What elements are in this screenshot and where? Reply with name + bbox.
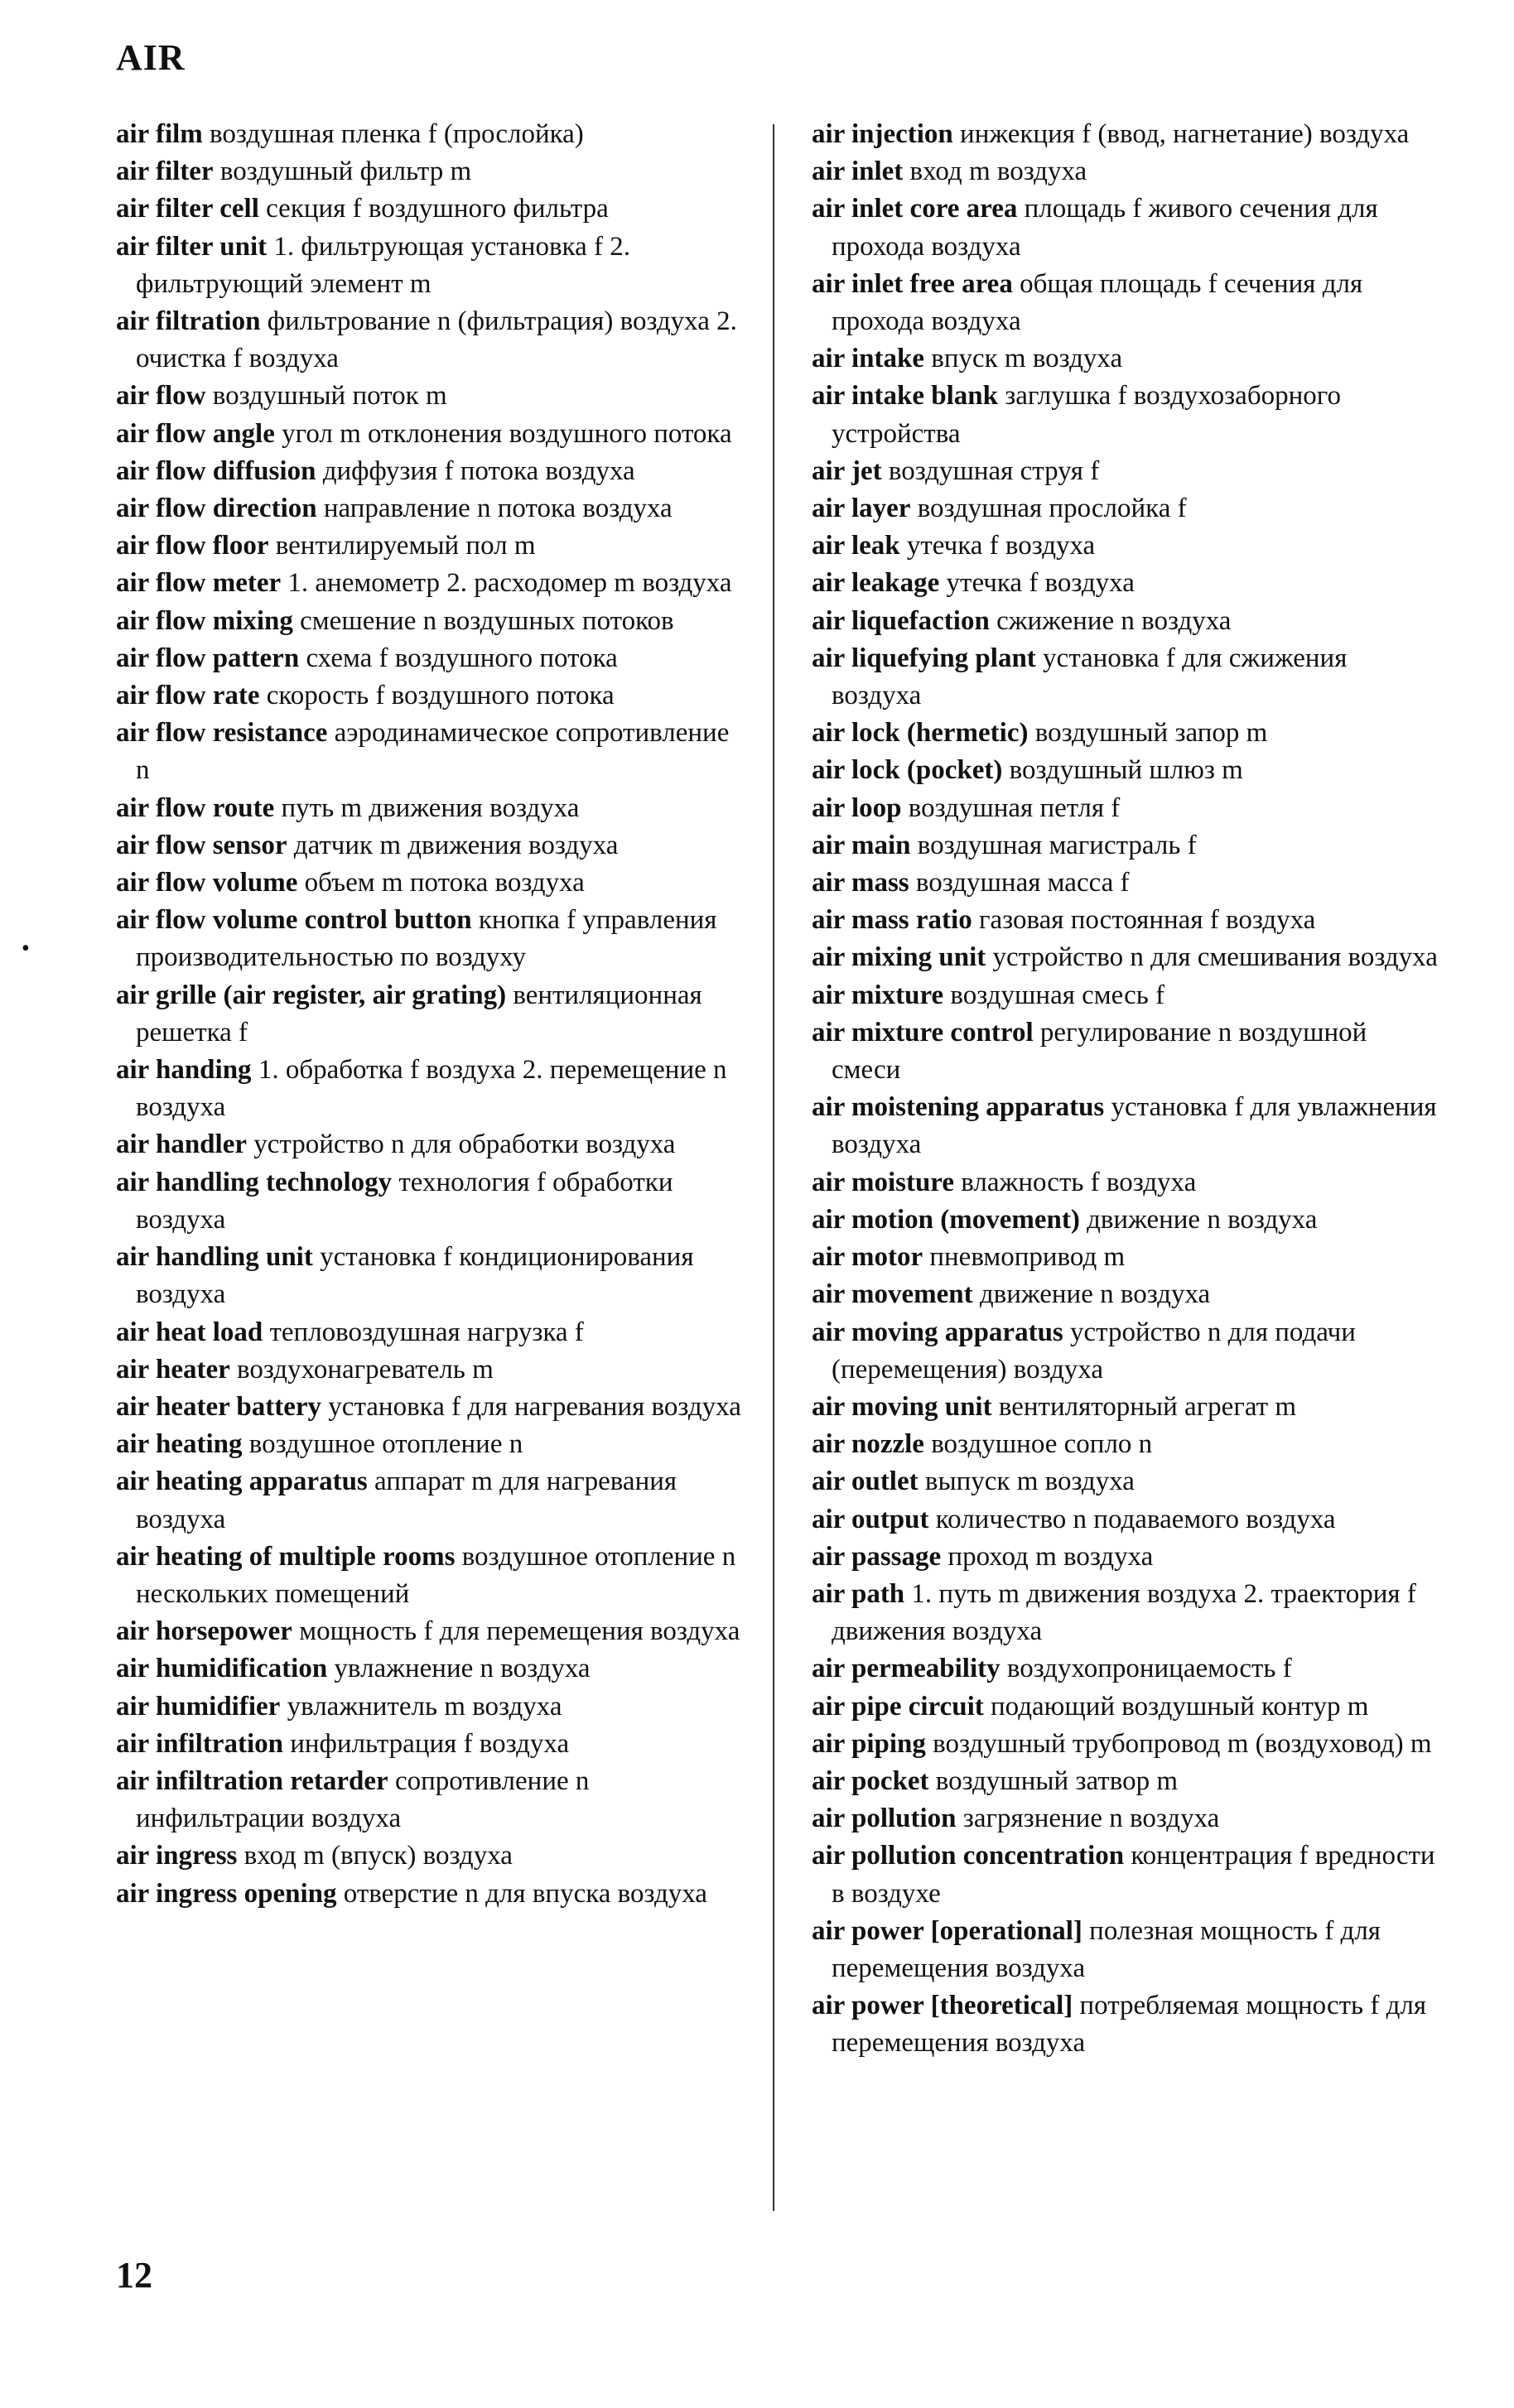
entry-term: air motor xyxy=(812,1242,923,1273)
entry-term: air flow direction xyxy=(116,494,317,524)
dictionary-entry xyxy=(812,864,1441,902)
dictionary-entry xyxy=(812,752,1441,789)
entry-term: air flow meter xyxy=(116,568,282,599)
entry-term: air filter cell xyxy=(116,194,259,224)
entry-term: air ingress xyxy=(116,1841,238,1871)
entry-definition: воздухонагреватель m xyxy=(229,1354,494,1385)
column-divider xyxy=(773,124,774,2211)
entry-definition: подающий воздушный контур m xyxy=(983,1691,1369,1722)
entry-definition: утечка f воздуха xyxy=(899,531,1096,561)
dictionary-entry xyxy=(116,190,745,228)
dictionary-entry xyxy=(812,1314,1441,1389)
entry-definition: воздушная петля f xyxy=(901,792,1121,823)
entry-term: air moving apparatus xyxy=(812,1317,1063,1347)
entry-definition: диффузия f потока воздуха xyxy=(316,455,635,486)
left-column xyxy=(116,116,745,1913)
entry-definition: потребляемая мощность f для перемещения воздуха xyxy=(832,1991,1427,2059)
entry-term: air power [theoretical] xyxy=(812,1991,1073,2021)
entry-term: air liquefying plant xyxy=(812,643,1036,673)
entry-definition: инжекция f (ввод, нагнетание) воздуха xyxy=(952,119,1410,149)
dictionary-entry xyxy=(116,790,745,827)
entry-term: air power [operational] xyxy=(812,1915,1082,1946)
right-column xyxy=(812,116,1441,2063)
dictionary-entry xyxy=(116,977,745,1052)
entry-definition: установка f для увлажнения воздуха xyxy=(832,1092,1437,1160)
dictionary-entry xyxy=(116,490,745,527)
entry-term: air pipe circuit xyxy=(812,1691,984,1722)
entry-definition: вентиляционная решетка f xyxy=(136,980,702,1047)
entry-term: air moistening apparatus xyxy=(812,1092,1105,1123)
entry-definition: утечка f воздуха xyxy=(939,568,1135,599)
entry-term: air jet xyxy=(812,455,882,486)
entry-term: air flow xyxy=(116,381,206,412)
dictionary-entry xyxy=(812,603,1441,640)
entry-definition: концентрация f вредности в воздухе xyxy=(832,1841,1435,1909)
entry-term: air flow diffusion xyxy=(116,455,316,486)
bullet-mark: • xyxy=(22,936,30,961)
dictionary-entry xyxy=(812,565,1441,602)
dictionary-entry xyxy=(116,640,745,677)
entry-definition: воздушное отопление n xyxy=(242,1429,523,1460)
entry-term: air layer xyxy=(812,494,911,524)
entry-definition: пневмопривод m xyxy=(923,1242,1126,1273)
dictionary-entry xyxy=(116,116,745,153)
dictionary-entry xyxy=(812,266,1441,340)
entry-definition: воздушная магистраль f xyxy=(910,830,1197,860)
dictionary-entry xyxy=(812,1276,1441,1313)
dictionary-entry xyxy=(812,715,1441,752)
dictionary-entry xyxy=(812,1726,1441,1763)
dictionary-entry xyxy=(116,677,745,715)
dictionary-entry xyxy=(116,1650,745,1688)
entry-term: air flow mixing xyxy=(116,605,293,636)
dictionary-entry xyxy=(116,1164,745,1239)
entry-term: air heater xyxy=(116,1354,230,1385)
dictionary-entry xyxy=(812,1389,1441,1426)
entry-term: air permeability xyxy=(812,1654,1000,1684)
dictionary-entry xyxy=(116,1426,745,1463)
entry-term: air pollution xyxy=(812,1804,957,1834)
dictionary-entry xyxy=(812,790,1441,827)
dictionary-entry xyxy=(812,827,1441,864)
entry-definition: 1. фильтрующая установка f 2. фильтрующий элемент m xyxy=(136,231,630,299)
entry-definition: проход m воздуха xyxy=(941,1541,1154,1572)
entry-definition: воздушный затвор m xyxy=(928,1765,1178,1796)
entry-term: air outlet xyxy=(812,1466,919,1497)
dictionary-entry xyxy=(812,453,1441,490)
entry-definition: воздушная струя f xyxy=(881,455,1100,486)
dictionary-entry xyxy=(812,1800,1441,1837)
entry-term: air piping xyxy=(812,1728,926,1759)
entry-term: air grille (air register, air grating) xyxy=(116,980,507,1010)
dictionary-entry xyxy=(812,1239,1441,1276)
entry-definition: полезная мощность f для перемещения воздуха xyxy=(832,1915,1381,1983)
dictionary-entry xyxy=(812,1501,1441,1539)
entry-term: air liquefaction xyxy=(812,605,990,636)
entry-definition: объем m потока воздуха xyxy=(297,868,585,898)
entry-definition: смешение n воздушных потоков xyxy=(292,605,674,636)
entry-term: air flow floor xyxy=(116,531,269,561)
entry-term: air heater battery xyxy=(116,1391,322,1422)
entry-definition: установка f для нагревания воздуха xyxy=(321,1391,741,1422)
entry-definition: датчик m движения воздуха xyxy=(287,830,619,860)
dictionary-entry xyxy=(116,1688,745,1726)
dictionary-entry xyxy=(116,527,745,565)
entry-term: air handler xyxy=(116,1129,247,1160)
entry-definition: мощность f для перемещения воздуха xyxy=(292,1616,740,1647)
dictionary-entry xyxy=(116,1539,745,1613)
dictionary-entry xyxy=(116,1126,745,1163)
dictionary-entry xyxy=(116,1314,745,1351)
entry-definition: направление n потока воздуха xyxy=(316,494,673,524)
entry-term: air intake blank xyxy=(812,381,998,412)
dictionary-entry xyxy=(116,864,745,902)
dictionary-entry xyxy=(812,527,1441,565)
entry-term: air flow sensor xyxy=(116,830,287,860)
entry-term: air moving unit xyxy=(812,1391,992,1422)
entry-term: air nozzle xyxy=(812,1429,924,1460)
dictionary-entry xyxy=(812,1987,1441,2062)
entry-definition: вход m воздуха xyxy=(903,157,1087,187)
entry-term: air mixing unit xyxy=(812,942,986,973)
entry-definition: 1. анемометр 2. расходомер m воздуха xyxy=(281,568,732,599)
entry-definition: воздушный трубопровод m (воздуховод) m xyxy=(925,1728,1432,1759)
dictionary-entry xyxy=(116,1052,745,1126)
entry-definition: воздушное отопление n нескольких помещений xyxy=(136,1541,736,1609)
entry-definition: воздушный шлюз m xyxy=(1002,755,1243,786)
entry-term: air mixture xyxy=(812,980,944,1010)
dictionary-entry xyxy=(116,1389,745,1426)
entry-term: air path xyxy=(812,1578,905,1609)
entry-term: air heat load xyxy=(116,1317,263,1347)
dictionary-entry xyxy=(116,1613,745,1650)
entry-term: air infiltration retarder xyxy=(116,1765,388,1796)
entry-term: air moisture xyxy=(812,1167,955,1197)
entry-definition: воздушное сопло n xyxy=(923,1429,1153,1460)
dictionary-entry xyxy=(812,902,1441,939)
entry-definition: угол m отклонения воздушного потока xyxy=(274,418,732,449)
dictionary-entry xyxy=(116,1463,745,1538)
entry-definition: воздушная масса f xyxy=(909,868,1130,898)
dictionary-entry xyxy=(812,1539,1441,1576)
entry-definition: отверстие n для впуска воздуха xyxy=(336,1878,707,1909)
entry-term: air lock (pocket) xyxy=(812,755,1003,786)
dictionary-entry xyxy=(812,939,1441,976)
entry-definition: установка f кондиционирования воздуха xyxy=(136,1242,694,1310)
entry-definition: воздушный поток m xyxy=(205,381,447,412)
entry-definition: газовая постоянная f воздуха xyxy=(972,905,1316,936)
dictionary-entry xyxy=(116,1876,745,1913)
entry-term: air passage xyxy=(812,1541,942,1572)
entry-term: air mass ratio xyxy=(812,905,972,936)
dictionary-entry xyxy=(116,603,745,640)
entry-definition: воздушный запор m xyxy=(1028,718,1268,749)
dictionary-entry xyxy=(812,1164,1441,1202)
entry-term: air leakage xyxy=(812,568,940,599)
entry-term: air flow resistance xyxy=(116,718,328,749)
entry-definition: воздушная пленка f (прослойка) xyxy=(202,119,584,149)
entry-term: air ingress opening xyxy=(116,1878,337,1909)
entry-definition: путь m движения воздуха xyxy=(274,792,580,823)
entry-definition: схема f воздушного потока xyxy=(299,643,618,673)
dictionary-entry xyxy=(116,827,745,864)
entry-term: air heating apparatus xyxy=(116,1466,368,1497)
entry-term: air lock (hermetic) xyxy=(812,718,1029,749)
dictionary-entry xyxy=(812,1426,1441,1463)
entry-definition: увлажнение n воздуха xyxy=(327,1654,591,1684)
entry-definition: воздушный фильтр m xyxy=(213,157,472,187)
entry-definition: вентиляторный агрегат m xyxy=(991,1391,1296,1422)
entry-definition: тепловоздушная нагрузка f xyxy=(263,1317,584,1347)
dictionary-entry xyxy=(812,1014,1441,1089)
entry-definition: влажность f воздуха xyxy=(954,1167,1197,1197)
entry-definition: вход m (впуск) воздуха xyxy=(237,1841,513,1871)
dictionary-entry xyxy=(116,229,745,303)
entry-term: air flow rate xyxy=(116,681,260,711)
entry-term: air filter xyxy=(116,157,214,187)
dictionary-entry xyxy=(812,1688,1441,1726)
entry-term: air heating xyxy=(116,1429,243,1460)
entry-term: air motion (movement) xyxy=(812,1204,1080,1235)
dictionary-entry xyxy=(812,1650,1441,1688)
entry-definition: кнопка f управления производительностью по воздуху xyxy=(136,905,717,973)
dictionary-entry xyxy=(812,1837,1441,1912)
dictionary-entry xyxy=(812,116,1441,153)
entry-term: air inlet xyxy=(812,157,904,187)
entry-definition: сопротивление n инфильтрации воздуха xyxy=(136,1765,590,1834)
entry-term: air horsepower xyxy=(116,1616,292,1647)
entry-term: air mass xyxy=(812,868,909,898)
dictionary-entry xyxy=(116,1763,745,1837)
entry-definition: технология f обработки воздуха xyxy=(136,1167,673,1235)
entry-definition: заглушка f воздухозаборного устройства xyxy=(832,381,1341,449)
entry-term: air mixture control xyxy=(812,1017,1034,1047)
dictionary-entry xyxy=(812,153,1441,190)
dictionary-entry xyxy=(812,340,1441,378)
dictionary-entry xyxy=(116,153,745,190)
entry-definition: воздушная смесь f xyxy=(943,980,1165,1010)
entry-definition: общая площадь f сечения для прохода воздуха xyxy=(832,268,1363,337)
entry-definition: загрязнение n воздуха xyxy=(956,1804,1220,1834)
entry-term: air flow volume xyxy=(116,868,298,898)
entry-definition: количество n подаваемого воздуха xyxy=(928,1504,1336,1534)
dictionary-entry xyxy=(812,1463,1441,1500)
entry-definition: сжижение n воздуха xyxy=(989,605,1232,636)
entry-definition: устройство n для смешивания воздуха xyxy=(986,942,1438,973)
dictionary-entry xyxy=(116,416,745,453)
entry-definition: установка f для сжижения воздуха xyxy=(832,643,1348,711)
entry-definition: фильтрование n (фильтрация) воздуха 2. очистка f воздуха xyxy=(136,306,737,374)
entry-term: air pocket xyxy=(812,1765,929,1796)
dictionary-entry xyxy=(812,640,1441,715)
entry-definition: вентилируемый пол m xyxy=(268,531,536,561)
dictionary-entry xyxy=(812,977,1441,1014)
entry-term: air heating of multiple rooms xyxy=(116,1541,456,1572)
entry-term: air flow angle xyxy=(116,418,275,449)
entry-term: air leak xyxy=(812,531,900,561)
entry-term: air flow pattern xyxy=(116,643,300,673)
entry-term: air flow volume control button xyxy=(116,905,472,936)
entry-term: air movement xyxy=(812,1279,973,1310)
entry-term: air filter unit xyxy=(116,231,268,262)
entry-definition: воздухопроницаемость f xyxy=(1000,1654,1292,1684)
dictionary-entry xyxy=(116,453,745,490)
running-head: AIR xyxy=(116,37,186,78)
entry-definition: регулирование n воздушной смеси xyxy=(832,1017,1367,1086)
entry-definition: устройство n для подачи (перемещения) воздуха xyxy=(832,1317,1356,1385)
entry-term: air inlet core area xyxy=(812,194,1018,224)
dictionary-entry xyxy=(116,902,745,976)
dictionary-entry xyxy=(116,303,745,378)
dictionary-entry xyxy=(812,1913,1441,1987)
dictionary-entry xyxy=(812,1089,1441,1163)
entry-term: air filtration xyxy=(116,306,261,337)
entry-term: air humidification xyxy=(116,1654,328,1684)
entry-term: air pollution concentration xyxy=(812,1841,1125,1871)
entry-term: air flow route xyxy=(116,792,275,823)
entry-term: air injection xyxy=(812,119,953,149)
entry-term: air main xyxy=(812,830,911,860)
dictionary-entry xyxy=(812,1763,1441,1800)
entry-term: air inlet free area xyxy=(812,268,1013,299)
dictionary-entry xyxy=(812,1202,1441,1239)
entry-term: air loop xyxy=(812,792,902,823)
dictionary-entry xyxy=(116,1351,745,1389)
entry-definition: скорость f воздушного потока xyxy=(259,681,615,711)
entry-term: air handling unit xyxy=(116,1242,313,1273)
entry-term: air infiltration xyxy=(116,1728,283,1759)
entry-definition: 1. путь m движения воздуха 2. траектория f движения воздуха xyxy=(832,1578,1416,1647)
entry-definition: движение n воздуха xyxy=(972,1279,1211,1310)
dictionary-entry xyxy=(116,715,745,789)
dictionary-entry xyxy=(116,1837,745,1875)
entry-definition: увлажнитель m воздуха xyxy=(280,1691,562,1722)
entry-definition: аппарат m для нагревания воздуха xyxy=(136,1466,677,1534)
dictionary-entry xyxy=(812,490,1441,527)
entry-term: air handling technology xyxy=(116,1167,393,1197)
entry-definition: аэродинамическое сопротивление n xyxy=(136,718,730,786)
dictionary-entry xyxy=(116,1726,745,1763)
entry-term: air output xyxy=(812,1504,929,1534)
entry-definition: устройство n для обработки воздуха xyxy=(247,1129,676,1160)
dictionary-entry xyxy=(812,1576,1441,1650)
entry-definition: секция f воздушного фильтра xyxy=(258,194,609,224)
entry-definition: впуск m воздуха xyxy=(923,344,1123,374)
entry-definition: выпуск m воздуха xyxy=(918,1466,1135,1497)
dictionary-entry xyxy=(116,565,745,602)
entry-definition: движение n воздуха xyxy=(1079,1204,1318,1235)
entry-term: air film xyxy=(116,119,203,149)
entry-term: air humidifier xyxy=(116,1691,281,1722)
dictionary-entry xyxy=(812,190,1441,265)
entry-term: air intake xyxy=(812,344,924,374)
dictionary-entry xyxy=(812,378,1441,452)
entry-definition: воздушная прослойка f xyxy=(910,494,1187,524)
dictionary-entry xyxy=(116,378,745,415)
page-number: 12 xyxy=(116,2255,152,2295)
entry-definition: 1. обработка f воздуха 2. перемещение n воздуха xyxy=(136,1055,727,1123)
entry-definition: площадь f живого сечения для прохода воздуха xyxy=(832,194,1378,262)
dictionary-entry xyxy=(116,1239,745,1313)
entry-definition: инфильтрация f воздуха xyxy=(282,1728,570,1759)
entry-term: air handing xyxy=(116,1055,252,1086)
